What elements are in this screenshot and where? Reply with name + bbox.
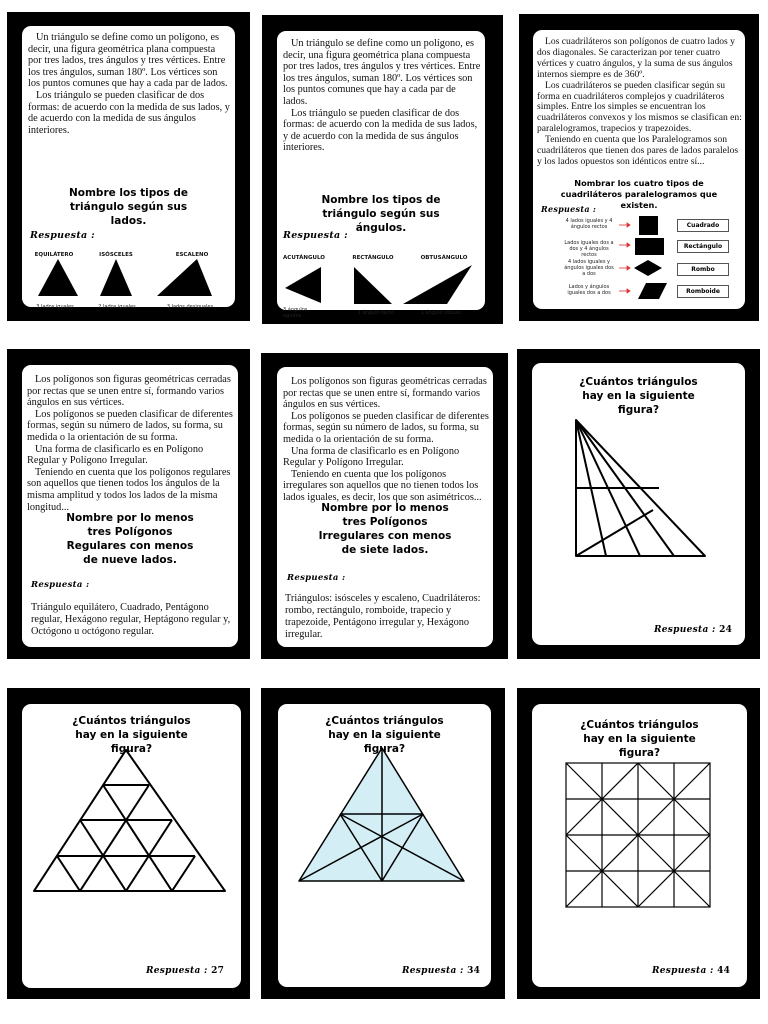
type-note: 3 lados desiguales xyxy=(166,304,214,310)
quad-desc: 4 lados iguales y 4 ángulos rectos xyxy=(565,218,613,230)
triangle-grid-figure xyxy=(22,704,241,988)
paragraph: Los polígonos son figuras geométricas cerradas por rectas que se unen entre sí, formando varios ángulos en sus vértices. xyxy=(27,374,231,409)
paragraph: Teniendo en cuenta que los Paralelogramos son cuadriláteros que tienen dos pares de lados paralelos y los lados opuestos son idénticos entre sí... xyxy=(537,134,739,167)
paragraph: Teniendo en cuenta que los polígonos regulares son aquellos que tienen todos los ángulos de la misma amplitud y todos los lados de la misma longitud... xyxy=(27,466,231,513)
question: Nombre por lo menos tres Polígonos Irregulares con menos de siete lados. xyxy=(318,502,452,556)
paragraph: Un triángulo se define como un polígono, es decir, una figura geométrica plana compuesta por tres lados, tres ángulos y tres vértices. Entre los tres ángulos, suman 180º. Los vértices son los puntos comunes que hay a cada par de lados. xyxy=(28,32,228,90)
equilateral-triangle-icon xyxy=(22,26,235,307)
quad-name: Rombo xyxy=(677,263,729,276)
quad-desc: 4 lados iguales y ángulos iguales dos a dos xyxy=(564,259,614,277)
answer-text: Triángulo equilátero, Cuadrado, Pentágono regular, Hexágono regular, Heptágono regular y, Octógono u octógono regular. xyxy=(31,602,231,637)
respuesta-text: Respuesta : xyxy=(652,966,714,976)
paragraph: Una forma de clasificarlo es en Polígono Regular y Polígono Irregular. xyxy=(283,445,460,469)
paragraph: Los cuadriláteros se pueden clasificar según su forma en cuadriláteros complejos y cuadriláteros simples. Entre los simples se encuentran los cuadriláteros convexos y los mismos se clasifican en: paralelogramos, trapecios y trapezoides. xyxy=(537,79,742,135)
type-note: 3 lados iguales xyxy=(36,304,74,310)
type-label: OBTUSÁNGULO xyxy=(420,255,468,261)
quad-name: Cuadrado xyxy=(677,219,729,232)
star-triangle-figure xyxy=(278,704,491,987)
question: ¿Cuántos triángulos hay en la siguiente figura? xyxy=(580,719,699,759)
quad-desc: Lados y ángulos iguales dos a dos xyxy=(567,284,611,296)
answer-value: 44 xyxy=(717,966,731,976)
respuesta-text: Respuesta : xyxy=(146,966,208,976)
question: Nombre los tipos de triángulo según sus lados. xyxy=(68,187,189,227)
quad-name: Romboide xyxy=(677,285,729,298)
card-puzzle-24 xyxy=(517,349,760,659)
card-puzzle-44 xyxy=(517,688,760,999)
type-note: 1 ángulo recto xyxy=(357,310,395,316)
square-grid-figure xyxy=(532,704,747,987)
respuesta-label: Respuesta : xyxy=(541,204,597,214)
answer-value: 27 xyxy=(211,966,225,976)
answer-value: 24 xyxy=(719,625,733,635)
card-irregular-polygons xyxy=(261,353,508,659)
quad-name: Rectángulo xyxy=(677,240,729,253)
respuesta-label xyxy=(652,966,730,976)
paragraph: Un triángulo se define como un polígono, es decir, una figura geométrica plana compuesta por tres lados, tres ángulos y tres vértices. Entre los tres ángulos, suman 180º. Los vértices son los puntos comunes que hay a cada par de lados. xyxy=(283,38,481,107)
respuesta-label xyxy=(146,966,224,976)
paragraph: Una forma de clasificarlo es en Polígono Regular y Polígono Irregular. xyxy=(27,443,204,467)
type-label: ISÓSCELES xyxy=(99,252,133,258)
type-label: ESCALENO xyxy=(175,252,209,258)
angle-triangles-icon xyxy=(277,31,485,310)
paragraph: Los polígonos se pueden clasificar de diferentes formas, según su número de lados, su forma, su medida o la orientación de su forma. xyxy=(27,408,233,443)
question: ¿Cuántos triángulos hay en la siguiente figura? xyxy=(579,376,698,416)
card-triangle-angles xyxy=(262,15,503,324)
type-label: ACUTÁNGULO xyxy=(283,255,325,261)
question: ¿Cuántos triángulos hay en la siguiente figura? xyxy=(72,715,191,755)
card-quadrilaterals xyxy=(519,14,759,321)
paragraph: Los cuadriláteros son polígonos de cuatro lados y dos diagonales. Se caracterizan por tener cuatro vértices y cuatro ángulos, y la suma de sus ángulos internos siempre es de 360º. xyxy=(537,36,735,80)
respuesta-label xyxy=(654,625,732,635)
quad-desc: Lados iguales dos a dos y 4 ángulos rectos xyxy=(564,240,614,258)
respuesta-label: Respuesta : xyxy=(283,230,348,241)
paragraph: Los polígonos se pueden clasificar de diferentes formas, según su número de lados, su forma, su medida o la orientación de su forma. xyxy=(283,410,489,445)
question: Nombre por lo menos tres Polígonos Regulares con menos de nueve lados. xyxy=(66,512,194,566)
card-regular-polygons xyxy=(7,349,250,659)
paragraph: Los triángulo se pueden clasificar de dos formas: de acuerdo con la medida de sus lados, y de acuerdo con la medida de sus ángulos interiores. xyxy=(28,89,230,136)
type-note: 3 ángulos agudos xyxy=(283,307,308,319)
triangle-puzzle-figure xyxy=(532,363,745,645)
card-text xyxy=(283,376,491,504)
card-text xyxy=(27,374,237,513)
type-note: 2 lados iguales xyxy=(98,304,136,310)
type-label: EQUILÁTERO xyxy=(34,252,74,258)
card-puzzle-34 xyxy=(261,688,505,999)
paragraph: Los polígonos son figuras geométricas cerradas por rectas que se unen entre sí, formando varios ángulos en sus vértices. xyxy=(283,376,487,411)
respuesta-label: Respuesta : xyxy=(30,230,95,241)
respuesta-label xyxy=(402,966,480,976)
type-label: RECTÁNGULO xyxy=(352,255,394,261)
question: Nombre los tipos de triángulo según sus ángulos. xyxy=(321,194,441,234)
respuesta-label: Respuesta : xyxy=(287,573,346,583)
card-triangle-sides xyxy=(7,12,250,321)
respuesta-text: Respuesta : xyxy=(402,966,464,976)
paragraph: Los triángulo se pueden clasificar de dos formas: de acuerdo con la medida de sus lados, y de acuerdo con la medida de sus ángulos interiores. xyxy=(283,107,478,154)
paragraph: Teniendo en cuenta que los polígonos irregulares son aquellos que no tienen todos los lados iguales, es decir, los que son asimétricos... xyxy=(283,468,482,503)
answer-text: Triángulos: isósceles y escaleno, Cuadriláteros: rombo, rectángulo, romboide, trapecio y trapezoide, Pentágono irregular y, Hexágono irregular. xyxy=(285,593,481,640)
type-note: 1 ángulo obtuso xyxy=(420,310,462,316)
respuesta-text: Respuesta : xyxy=(654,625,716,635)
question: ¿Cuántos triángulos hay en la siguiente figura? xyxy=(325,715,444,755)
card-puzzle-27 xyxy=(7,688,250,999)
answer-value: 34 xyxy=(467,966,481,976)
question: Nombrar los cuatro tipos de cuadriláteros paralelogramos que existen. xyxy=(560,178,718,210)
respuesta-label: Respuesta : xyxy=(31,580,90,590)
